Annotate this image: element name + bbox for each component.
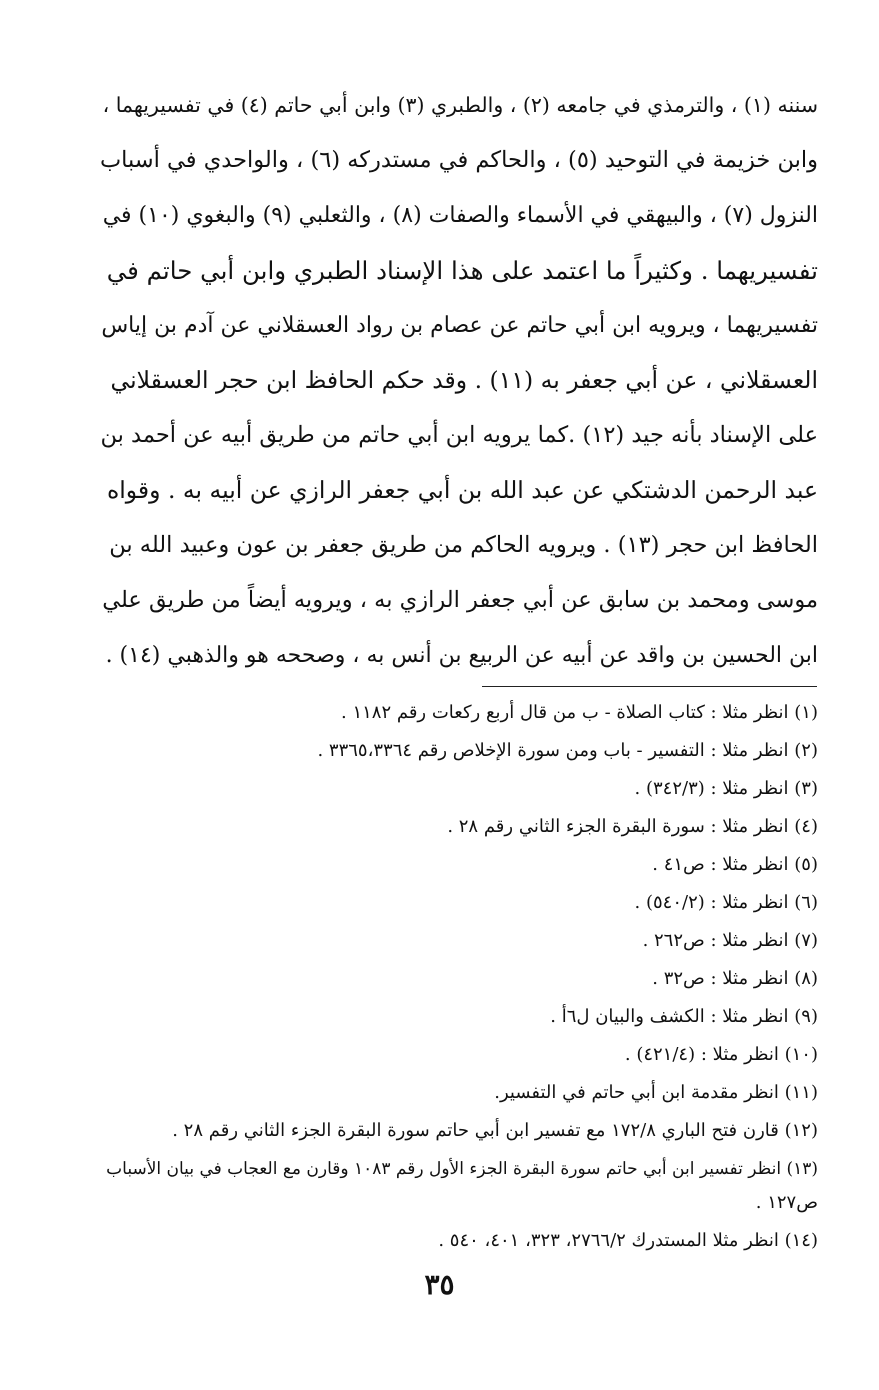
main-text-line: سننه (١) ، والترمذي في جامعه (٢) ، والطبري (٣) وابن أبي حاتم (٤) في تفسيريهما ،	[102, 93, 818, 117]
page-number: ٣٥	[424, 1268, 455, 1301]
main-text-line: عبد الرحمن الدشتكي عن عبد الله بن أبي جعفر الرازي عن أبيه به . وقواه	[106, 476, 818, 504]
footnote-divider	[482, 686, 817, 687]
footnote: (٤) انظر مثلا : سورة البقرة الجزء الثاني رقم ٢٨ .	[447, 816, 818, 837]
footnotes-block	[100, 694, 818, 1260]
footnote-continuation: ص١٢٧ .	[755, 1192, 818, 1213]
footnote: (١١) انظر مقدمة ابن أبي حاتم في التفسير.	[494, 1082, 818, 1103]
main-text-line: وابن خزيمة في التوحيد (٥) ، والحاكم في مستدركه (٦) ، والواحدي في أسباب	[100, 147, 818, 173]
footnote: (٣) انظر مثلا : (٣٤٢/٣) .	[634, 778, 818, 799]
main-text-line: الحافظ ابن حجر (١٣) . ويرويه الحاكم من طريق جعفر بن عون وعبيد الله بن	[109, 532, 818, 558]
main-text-line: النزول (٧) ، والبيهقي في الأسماء والصفات (٨) ، والثعلبي (٩) والبغوي (١٠) في	[102, 203, 818, 228]
main-text-line: ابن الحسين بن واقد عن أبيه عن الربيع بن أنس به ، وصححه هو والذهبي (١٤) .	[105, 643, 818, 668]
main-text-line: تفسيريهما ، ويرويه ابن أبي حاتم عن عصام بن رواد العسقلاني عن آدم بن إياس	[101, 313, 818, 338]
main-text-block	[100, 78, 818, 683]
footnote: (٥) انظر مثلا : ص٤١ .	[652, 854, 818, 875]
footnote: (١) انظر مثلا : كتاب الصلاة - ب من قال أربع ركعات رقم ١١٨٢ .	[341, 702, 818, 723]
footnote: (٢) انظر مثلا : التفسير - باب ومن سورة الإخلاص رقم ٣٣٦٥،٣٣٦٤ .	[317, 740, 818, 761]
main-text-line: موسى ومحمد بن سابق عن أبي جعفر الرازي به ، ويرويه أيضاً من طريق علي	[102, 587, 818, 613]
main-text-line: العسقلاني ، عن أبي جعفر به (١١) . وقد حكم الحافظ ابن حجر العسقلاني	[110, 366, 818, 394]
footnote: (١٣) انظر تفسير ابن أبي حاتم سورة البقرة الجزء الأول رقم ١٠٨٣ وقارن مع العجاب في بيان الأسباب	[106, 1159, 818, 1179]
footnote: (١٤) انظر مثلا المستدرك ٢٧٦٦/٢، ٣٢٣، ٤٠١، ٥٤٠ .	[438, 1230, 818, 1251]
footnote: (٧) انظر مثلا : ص٢٦٢ .	[642, 930, 818, 951]
footnote: (٦) انظر مثلا : (٥٤٠/٢) .	[634, 892, 818, 913]
footnote: (٩) انظر مثلا : الكشف والبيان ل٦أ .	[550, 1006, 818, 1027]
footnote: (٨) انظر مثلا : ص٣٢ .	[652, 968, 818, 989]
main-text-line: تفسيريهما . وكثيراً ما اعتمد على هذا الإسناد الطبري وابن أبي حاتم في	[106, 256, 818, 285]
footnote: (١٢) قارن فتح الباري ١٧٢/٨ مع تفسير ابن أبي حاتم سورة البقرة الجزء الثاني رقم ٢٨ .	[172, 1120, 818, 1141]
main-text-line: على الإسناد بأنه جيد (١٢) .كما يرويه ابن أبي حاتم من طريق أبيه عن أحمد بن	[100, 422, 818, 448]
footnote: (١٠) انظر مثلا : (٤٢١/٤) .	[624, 1044, 818, 1065]
